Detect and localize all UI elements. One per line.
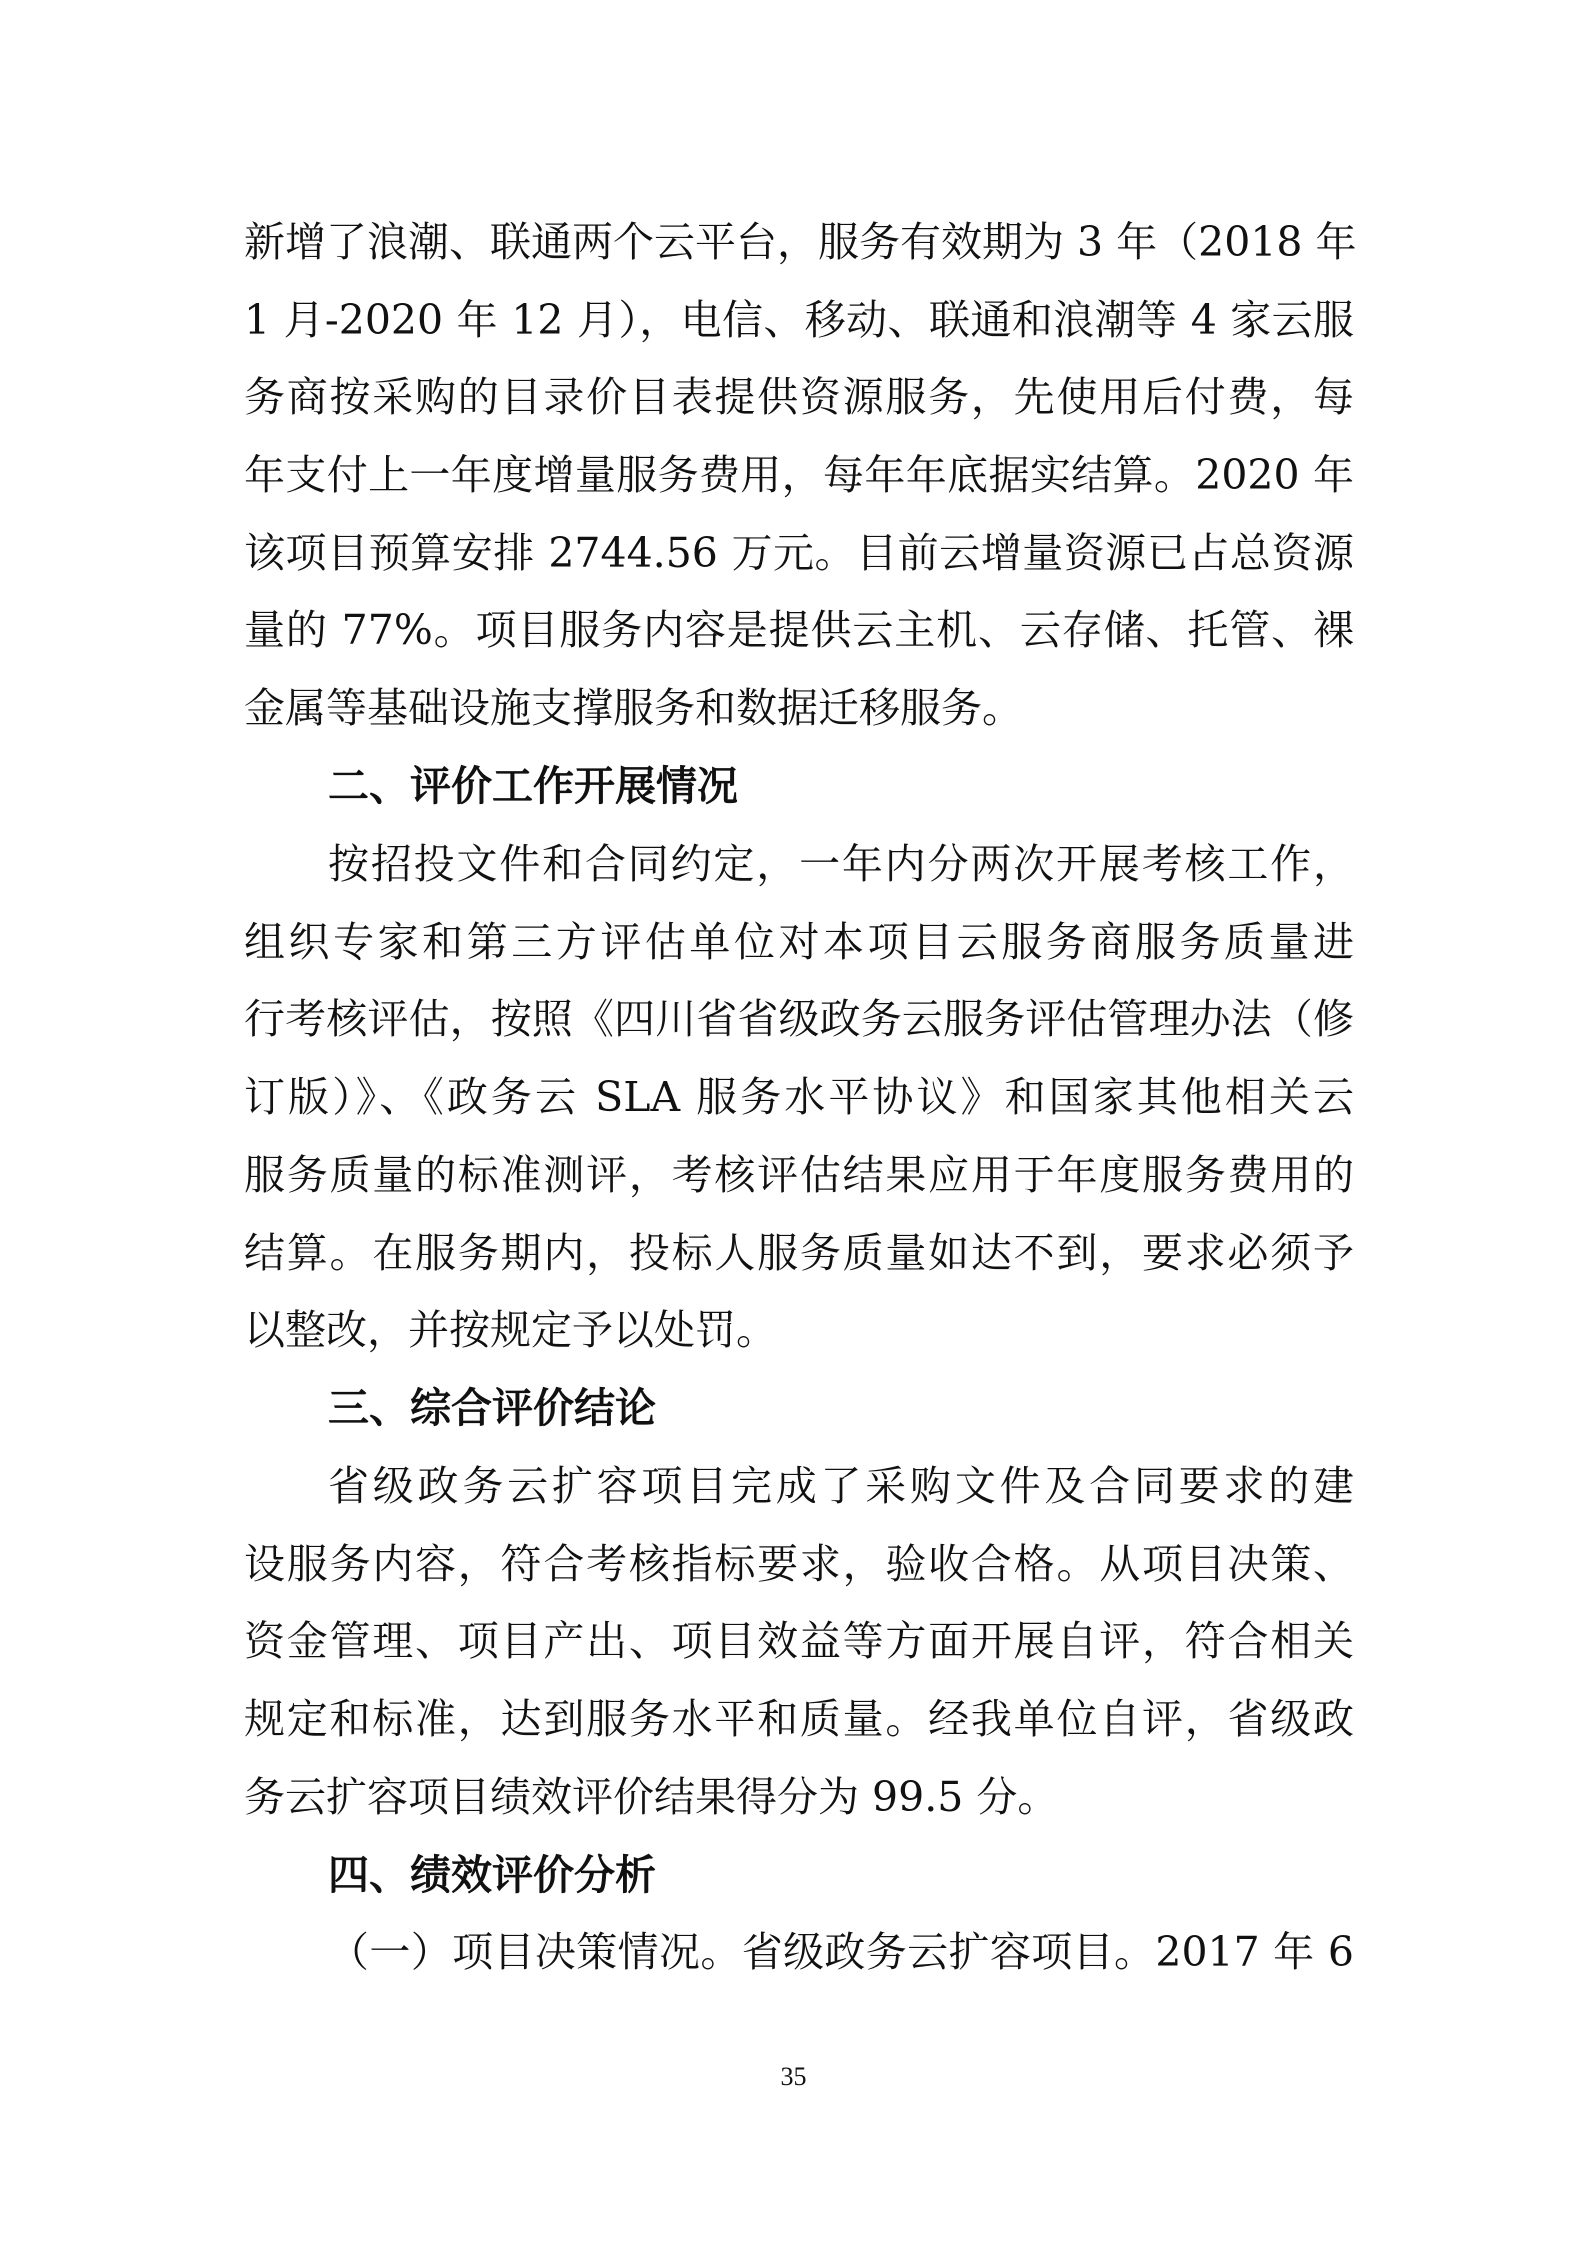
section-heading-4: 四、绩效评价分析 bbox=[328, 1851, 656, 1899]
paragraph-line: 新增了浪潮、联通两个云平台，服务有效期为 3 年（2018 年 bbox=[244, 218, 1357, 266]
paragraph-line: 省级政务云扩容项目完成了采购文件及合同要求的建 bbox=[328, 1462, 1354, 1510]
paragraph-line: 服务质量的标准测评，考核评估结果应用于年度服务费用的 bbox=[244, 1151, 1354, 1199]
paragraph-line: 该项目预算安排 2744.56 万元。目前云增量资源已占总资源 bbox=[244, 529, 1354, 577]
paragraph-line: 1 月-2020 年 12 月），电信、移动、联通和浪潮等 4 家云服 bbox=[244, 296, 1354, 344]
paragraph-line: 资金管理、项目产出、项目效益等方面开展自评，符合相关 bbox=[244, 1617, 1354, 1665]
paragraph-line: 按招投文件和合同约定，一年内分两次开展考核工作， bbox=[328, 840, 1354, 888]
paragraph-line: 规定和标准，达到服务水平和质量。经我单位自评，省级政 bbox=[244, 1695, 1354, 1743]
paragraph-line: 务商按采购的目录价目表提供资源服务，先使用后付费，每 bbox=[244, 373, 1354, 421]
paragraph-line: 设服务内容，符合考核指标要求，验收合格。从项目决策、 bbox=[244, 1540, 1354, 1588]
paragraph-line: （一）项目决策情况。省级政务云扩容项目。2017 年 6 bbox=[328, 1928, 1354, 1976]
page-number: 35 bbox=[780, 2062, 807, 2091]
paragraph-line: 年支付上一年度增量服务费用，每年年底据实结算。2020 年 bbox=[244, 451, 1354, 499]
paragraph-line: 订版）》、《政务云 SLA 服务水平协议》和国家其他相关云 bbox=[244, 1073, 1354, 1121]
paragraph-line: 量的 77%。项目服务内容是提供云主机、云存储、托管、裸 bbox=[244, 606, 1354, 654]
paragraph-line: 金属等基础设施支撑服务和数据迁移服务。 bbox=[244, 684, 1023, 732]
section-heading-2: 二、评价工作开展情况 bbox=[328, 762, 738, 810]
paragraph-line: 以整改，并按规定予以处罚。 bbox=[244, 1306, 777, 1354]
section-heading-3: 三、综合评价结论 bbox=[328, 1384, 656, 1432]
paragraph-line: 行考核评估，按照《四川省省级政务云服务评估管理办法（修 bbox=[244, 995, 1354, 1043]
paragraph-line: 组织专家和第三方评估单位对本项目云服务商服务质量进 bbox=[244, 918, 1354, 966]
paragraph-line: 务云扩容项目绩效评价结果得分为 99.5 分。 bbox=[244, 1773, 1059, 1821]
paragraph-line: 结算。在服务期内，投标人服务质量如达不到，要求必须予 bbox=[244, 1229, 1354, 1277]
